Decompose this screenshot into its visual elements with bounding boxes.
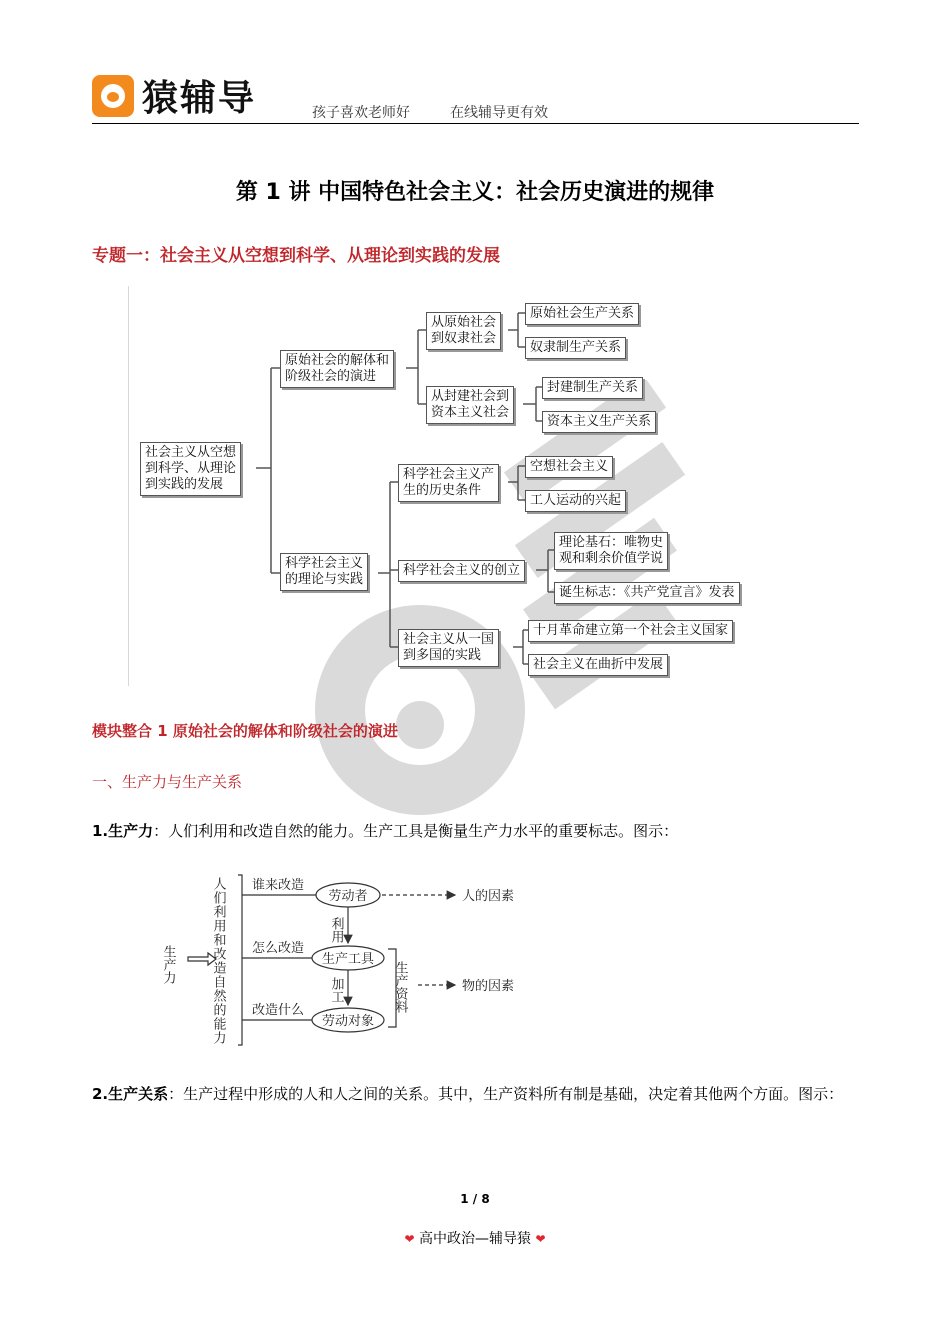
- diagram-tools: 生产工具: [321, 952, 375, 967]
- mindmap-node-utopian-socialism: 空想社会主义: [525, 456, 613, 478]
- footer-text: 高中政治—辅导猿: [419, 1231, 531, 1247]
- paragraph-productive-forces: [92, 817, 872, 846]
- definition-productive-forces: ：人们利用和改造自然的能力。生产工具是衡量生产力水平的重要标志。图示：: [153, 822, 679, 840]
- slogan-1: 孩子喜欢老师好: [312, 105, 410, 121]
- mindmap-node-founding: 科学社会主义的创立: [398, 560, 525, 582]
- heart-icon: ❤: [404, 1232, 415, 1246]
- diagram-material-factor: 物的因素: [462, 979, 515, 994]
- mindmap-node-one-to-many: 社会主义从一国 到多国的实践: [398, 629, 499, 667]
- section-heading: 一、生产力与生产关系: [92, 773, 243, 791]
- heart-icon: ❤: [535, 1232, 546, 1246]
- diagram-human-factor: 人的因素: [462, 889, 515, 904]
- diagram-brace: [238, 875, 242, 1045]
- topic-heading: 专题一：社会主义从空想到科学、从理论到实践的发展: [92, 246, 500, 266]
- slogan-2: 在线辅导更有效: [450, 105, 548, 121]
- brand-name: 猿辅导: [142, 78, 257, 119]
- mindmap-node-workers-movement: 工人运动的兴起: [525, 490, 626, 512]
- mindmap-node-scientific-socialism: 科学社会主义 的理论与实践: [280, 553, 368, 591]
- header-slogan: [312, 102, 588, 122]
- mindmap-node-october-revolution: 十月革命建立第一个社会主义国家: [528, 620, 733, 642]
- mindmap-node-capitalist-relations: 资本主义生产关系: [542, 411, 656, 433]
- page-title: 第 1 讲 中国特色社会主义：社会历史演进的规律: [235, 180, 715, 205]
- mindmap-node-birth-symbol: 诞生标志：《共产党宣言》发表: [554, 582, 740, 604]
- footer: [0, 1228, 950, 1248]
- page-number: 1 / 8: [460, 1192, 490, 1206]
- definition-relations-of-production: ：生产过程中形成的人和人之间的关系。其中，生产资料所有制是基础，决定着其他两个方面。图示：: [168, 1085, 844, 1103]
- svg-text:人们利用和改造自然的能力: 人们利用和改造自然的能力: [210, 877, 226, 1045]
- mindmap-node-primitive-relations: 原始社会生产关系: [525, 303, 639, 325]
- svg-text:生产力: 生产力: [160, 945, 176, 984]
- mindmap-node-feudal-relations: 封建制生产关系: [542, 377, 643, 399]
- mindmap-root-node: 社会主义从空想 到科学、从理论 到实践的发展: [140, 442, 241, 496]
- mindmap-node-slave-relations: 奴隶制生产关系: [525, 337, 626, 359]
- diagram-q1: 谁来改造: [252, 878, 305, 893]
- mindmap-node-theory-foundation: 理论基石：唯物史 观和剩余价值学说: [554, 532, 668, 570]
- diagram-process: 加工: [328, 977, 344, 1003]
- diagram-means: 生产资料: [392, 961, 408, 1013]
- diagram-q3: 改造什么: [252, 1003, 305, 1018]
- diagram-laborer: 劳动者: [328, 889, 368, 904]
- mindmap-node-primitive-society: 原始社会的解体和 阶级社会的演进: [280, 350, 394, 388]
- monkey-logo-icon: [92, 75, 134, 117]
- mindmap-node-historical-conditions: 科学社会主义产 生的历史条件: [398, 464, 499, 502]
- diagram-q2: 怎么改造: [252, 941, 305, 956]
- diagram-objects: 劳动对象: [321, 1014, 375, 1029]
- paragraph-relations-of-production: [92, 1080, 872, 1109]
- term-relations-of-production: 2.生产关系: [92, 1085, 169, 1103]
- mindmap-node-primitive-to-slave: 从原始社会 到奴隶社会: [426, 312, 501, 350]
- diagram-vertical-text: [211, 877, 227, 1045]
- term-productive-forces: 1.生产力: [92, 822, 154, 840]
- mindmap-node-feudal-to-capitalist: 从封建社会到 资本主义社会: [426, 386, 514, 424]
- diagram-left-label: [161, 944, 177, 985]
- brand-logo: [92, 70, 256, 121]
- mindmap-node-tortuous-development: 社会主义在曲折中发展: [528, 654, 668, 676]
- diagram-use: 利用: [328, 917, 344, 943]
- module-heading: 模块整合 1 原始社会的解体和阶级社会的演进: [92, 722, 398, 740]
- header-divider: [92, 123, 859, 124]
- productive-forces-diagram: [160, 865, 560, 1055]
- mindmap: [128, 286, 768, 686]
